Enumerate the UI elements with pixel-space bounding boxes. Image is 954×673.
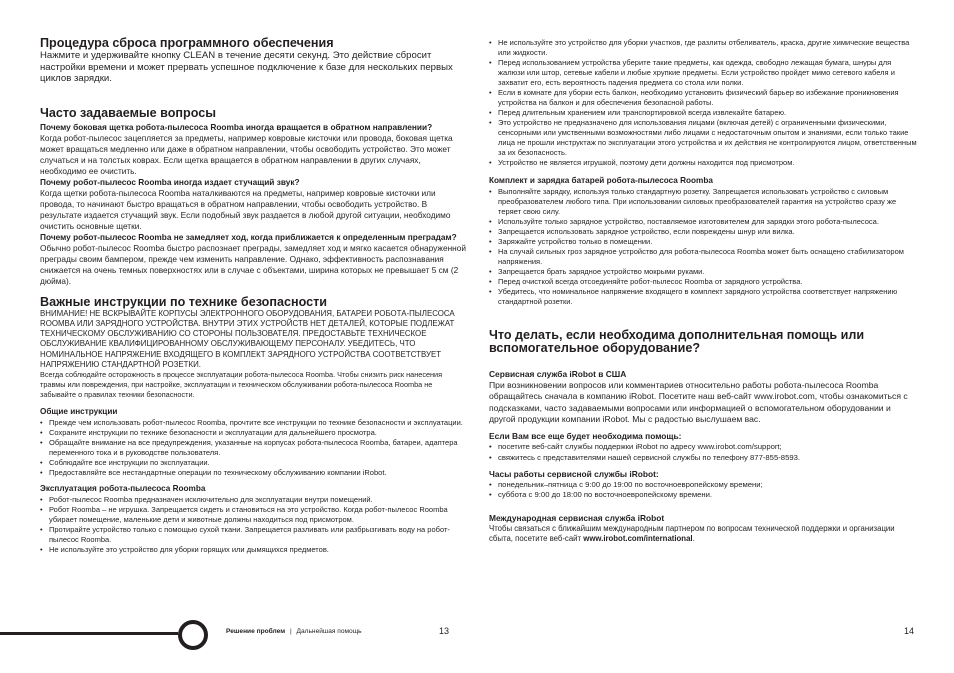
faq-question-3: Почему робот-пылесос Roomba не замедляет ход, когда приближается к определенным преградам? xyxy=(40,231,457,242)
list-item: • Запрещается брать зарядное устройство мокрыми руками. xyxy=(489,267,919,277)
list-item: • На случай сильных гроз зарядное устройство для робота-пылесоса Roomba может быть оснащено стабилизатором напряжения. xyxy=(489,247,919,267)
reset-text: Нажмите и удерживайте кнопку CLEAN в течение десяти секунд. Это действие сбросит настройки времени и может прервать успешное подключение к базе для нескольких первых циклов зарядки. xyxy=(40,50,453,85)
list-item: • понедельник–пятница с 9:00 до 19:00 по восточноевропейскому времени; xyxy=(489,480,919,490)
reset-title: Процедура сброса программного обеспечения xyxy=(40,36,334,50)
faq-answer-1: Когда робот-пылесос зацепляется за предметы, например ковровые кисточки или провода, боковая щетка может вращаться медленно или даже в обратном направлении, чтобы освободить устройство. Это может случаться и на толстых коврах. Если щетка вращается в обратном направлении в других случаях, необходимо ее очистить. xyxy=(40,132,453,176)
usa-service-title: Сервисная служба iRobot в США xyxy=(489,369,627,379)
list-item: • Робот Roomba – не игрушка. Запрещается сидеть и становиться на это устройство. Когда робот-пылесос Roomba убирает помещение, маленькие дети и животные должны находиться под присмотром. xyxy=(40,505,468,525)
intl-url-link[interactable]: www.irobot.com/international xyxy=(583,534,693,544)
battery-title: Комплект и зарядка батарей робота-пылесоса Roomba xyxy=(489,176,713,185)
hours-list xyxy=(489,480,919,501)
footer-section: Решение проблем xyxy=(226,628,286,635)
operation-continued-list xyxy=(489,38,919,168)
list-item: • Устройство не является игрушкой, поэтому дети должны находится под присмотром. xyxy=(489,158,919,168)
safety-title: Важные инструкции по технике безопасности xyxy=(40,294,328,309)
list-item: • Перед длительным хранением или транспортировкой всегда извлекайте батарею. xyxy=(489,108,919,118)
list-item: • Сохраните инструкции по технике безопасности и эксплуатации для дальнейшего просмотра. xyxy=(40,428,468,438)
faq-question-1: Почему боковая щетка робота-пылесоса Roomba иногда вращается в обратном направлении? xyxy=(40,121,433,132)
list-item: • Перед очисткой всегда отсоединяйте робот-пылесос Roomba от зарядного устройства. xyxy=(489,277,919,287)
list-item: • Если в комнате для уборки есть балкон, необходимо установить физический барьер во избежание проникновения устройства на балкон и для обеспечения безопасной работы. xyxy=(489,88,919,108)
faq-question-2: Почему робот-пылесос Roomba иногда издает стучащий звук? xyxy=(40,176,300,187)
list-item: • Заряжайте устройство только в помещении. xyxy=(489,237,919,247)
list-item: • Выполняйте зарядку, используя только стандартную розетку. Запрещается использовать устройство с силовым преобразователем любого типа. При использовании силовых преобразователей гарантия на устройство сразу же теряет свою силу. xyxy=(489,187,919,217)
general-instructions-title: Общие инструкции xyxy=(40,406,118,416)
list-item: • Убедитесь, что номинальное напряжение входящего в комплект зарядного устройства соответствует напряжению стандартной розетки. xyxy=(489,287,919,307)
list-item: • Используйте только зарядное устройство, поставляемое изготовителем для зарядки этого робота-пылесоса. xyxy=(489,217,919,227)
footer-rule xyxy=(0,632,178,635)
intl-service-text xyxy=(489,524,919,545)
intl-text-end: . xyxy=(692,534,695,544)
safety-intro: Всегда соблюдайте осторожность в процессе эксплуатации робота-пылесоса Roomba. Чтобы снизить риск нанесения травмы или повреждения, при настройке, эксплуатации и техническом обслуживании робота-пылесоса Roomba не забывайте о правилах техники безопасности. xyxy=(40,370,443,400)
list-item: • Робот-пылесос Roomba предназначен исключительно для эксплуатации внутри помещений. xyxy=(40,495,468,505)
right-page-column xyxy=(489,38,919,545)
list-item: • Не используйте это устройство для уборки горящих или дымящихся предметов. xyxy=(40,545,468,555)
usa-service-text: При возникновении вопросов или комментариев относительно работы робота-пылесоса Roomba обращайтесь сначала в компанию iRobot. Посетите наш веб-сайт www.irobot.com, чтобы ознакомиться с подсказками, часто задаваемыми вопросами или информацией о вспомогательном оборудовании и другой продукции компании iRobot. Мы с радостью выслушаем вас. xyxy=(489,380,908,424)
list-item: • Не используйте это устройство для уборки участков, где разлиты отбеливатель, краска, другие химические вещества или жидкости. xyxy=(489,38,919,58)
page-number-right: 14 xyxy=(904,626,915,636)
need-help-list xyxy=(489,442,919,463)
list-item: • Это устройство не предназначено для использования лицами (включая детей) с ограниченными физическими, сенсорными или умственными возможностями либо лицами с недостаточным опытом и знаниями, если только такие лица не прошли инструктаж по эксплуатации этого устройства и их действия не контролируются лицом, ответственным за их безопасность. xyxy=(489,118,919,158)
list-item: • Протирайте устройство только с помощью сухой ткани. Запрещается разливать или разбрызгивать воду на робот-пылесос Roomba. xyxy=(40,525,468,545)
left-page-column xyxy=(40,36,468,555)
list-item: • Запрещается использовать зарядное устройство, если повреждены шнур или вилка. xyxy=(489,227,919,237)
list-item: • Предоставляйте все нестандартные операции по техническому обслуживанию компании iRobot. xyxy=(40,468,468,478)
footer-breadcrumb xyxy=(226,628,362,635)
operation-title: Эксплуатация робота-пылесоса Roomba xyxy=(40,483,206,493)
footer-circle-mark xyxy=(178,620,208,650)
faq-answer-2: Когда щетки робота-пылесоса Roomba наталкиваются на предметы, например ковровые кисточки или провода, то начинают быстро вращаться в обратном направлении, чтобы освободить устройство. В результате издается стучащий звук. Если подобный звук раздается в любой другой ситуации, необходимо очистить основные щетки. xyxy=(40,187,451,231)
page-number-left: 13 xyxy=(439,626,450,636)
footer-separator: | xyxy=(289,628,292,635)
list-item: • посетите веб-сайт службы поддержки iRobot по адресу www.irobot.com/support; xyxy=(489,442,919,452)
intl-service-title: Международная сервисная служба iRobot xyxy=(489,512,665,523)
list-item: • Прежде чем использовать робот-пылесос Roomba, прочтите все инструкции по технике безопасности и эксплуатации. xyxy=(40,418,468,428)
safety-warning: ВНИМАНИЕ! НЕ ВСКРЫВАЙТЕ КОРПУСЫ ЭЛЕКТРОННОГО ОБОРУДОВАНИЯ, БАТАРЕИ РОБОТА-ПЫЛЕСОСА ROOMBA ИЛИ ЗАРЯДНОГО УСТРОЙСТВА. ВНУТРИ ЭТИХ УСТРОЙСТВ НЕТ ДЕТАЛЕЙ, КОТОРЫЕ ПОДЛЕЖАТ ТЕХНИЧЕСКОМУ ОБСЛУЖИВАНИЮ СО СТОРОНЫ ПОЛЬЗОВАТЕЛЯ. ПРЕДОСТАВЬТЕ ТЕХНИЧЕСКОЕ ОБСЛУЖИВАНИЕ КВАЛИФИЦИРОВАННОМУ ОБСЛУЖИВАЮЩЕМУ ПЕРСОНАЛУ. УБЕДИТЕСЬ, ЧТО НОМИНАЛЬНОЕ НАПРЯЖЕНИЕ ВХОДЯЩЕГО В КОМПЛЕКТ ЗАРЯДНОГО УСТРОЙСТВА СООТВЕТСТВУЕТ НАПРЯЖЕНИЮ СТАНДАРТНОЙ РОЗЕТКИ. xyxy=(40,308,455,369)
need-help-title: Если Вам все еще будет необходима помощь: xyxy=(489,431,682,442)
list-item: • Обращайте внимание на все предупреждения, указанные на корпусах робота-пылесоса Roomba, батареи, адаптера переменного тока и в руководстве пользователя. xyxy=(40,438,468,458)
footer-subsection: Дальнейшая помощь xyxy=(296,628,362,635)
faq-title: Часто задаваемые вопросы xyxy=(40,105,216,120)
list-item: • свяжитесь с представителями нашей сервисной службы по телефону 877-855-8593. xyxy=(489,453,919,463)
battery-list xyxy=(489,187,919,307)
hours-title: Часы работы сервисной службы iRobot: xyxy=(489,469,659,479)
intl-text: Чтобы связаться с ближайшим международным партнером по вопросам технической поддержки и организации сбыта, посетите веб-сайт xyxy=(489,523,895,544)
general-instructions-list xyxy=(40,418,468,478)
faq-answer-3: Обычно робот-пылесос Roomba быстро распознает преграды, замедляет ход и мягко касается обнаруженной преграды своим бампером, прежде чем изменить направление. Однако, эффективность распознавания снижается на очень темных поверхностях или в случае с объектами, ширина которых не превышает 5 см (2 дюйма). xyxy=(40,242,466,286)
list-item: • Перед использованием устройства уберите такие предметы, как одежда, свободно лежащая бумага, шнуры для жалюзи или штор, сетевые кабели и любые хрупкие предметы. Если устройство пройдет мимо сетевого кабеля и захватит его, есть вероятность падения предмета со стола или полки. xyxy=(489,58,919,88)
operation-list xyxy=(40,495,468,555)
list-item: • Соблюдайте все инструкции по эксплуатации. xyxy=(40,458,468,468)
help-title: Что делать, если необходима дополнительная помощь или вспомогательное оборудование? xyxy=(489,328,865,355)
list-item: • суббота с 9:00 до 18:00 по восточноевропейскому времени. xyxy=(489,490,919,500)
